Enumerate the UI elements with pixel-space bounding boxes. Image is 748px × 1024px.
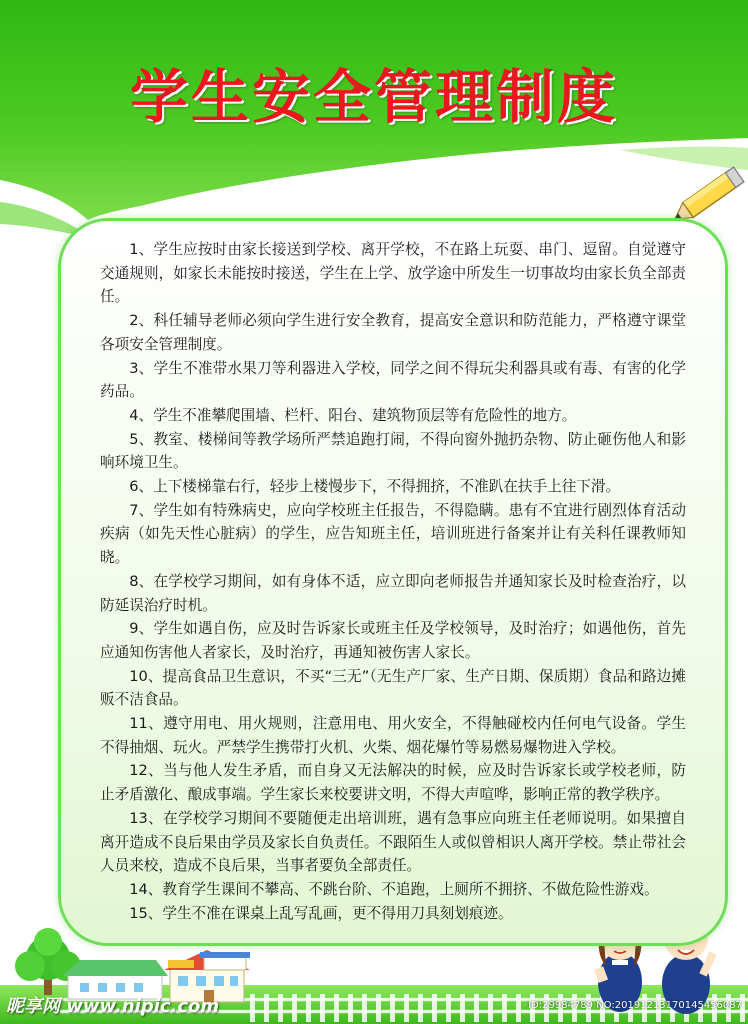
rule-item: 9、学生如遇自伤，应及时告诉家长或班主任及学校领导，及时治疗；如遇他伤，首先应通知伤害他人者家长，及时治疗，再通知被伤害人家长。 (100, 620, 686, 661)
fence-post (418, 994, 423, 1022)
rule-item: 15、学生不准在课桌上乱写乱画，更不得用刀具刻划痕迹。 (129, 904, 513, 922)
fence-post (432, 994, 437, 1022)
fence-post (460, 994, 465, 1022)
rule-item: 5、教室、楼梯间等教学场所严禁追跑打闹，不得向窗外抛扔杂物、防止砸伤他人和影响环境卫生。 (100, 430, 686, 472)
rule-item: 7、学生如有特殊病史，应向学校班主任报告，不得隐瞒。患有不宜进行剧烈体育活动疾病（如先天性心脏病）的学生，应告知班主任，培训班进行备案并让有关科任课教师知晓。 (100, 501, 686, 567)
rule-item: 3、学生不准带水果刀等利器进入学校，同学之间不得玩尖利器具或有毒、有害的化学药品。 (100, 359, 686, 401)
rule-item: 6、上下楼梯靠右行，轻步上楼慢步下，不得拥挤，不准趴在扶手上往下滑。 (129, 478, 621, 496)
rule-item: 4、学生不准攀爬围墙、栏杆、阳台、建筑物顶层等有危险性的地方。 (129, 406, 577, 424)
fence-post (376, 994, 381, 1022)
watermark-id: ID:29984789 NO:20191213170145456087 (528, 1000, 742, 1011)
rule-item: 1、学生应按时由家长接送到学校、离开学校，不在路上玩耍、串门、逗留。自觉遵守交通规则，如家长未能按时接送，学生在上学、放学途中所发生一切事故均由家长负全部责任。 (100, 241, 686, 306)
rule-item: 13、在学校学习期间不要随便走出培训班，遇有急事应向班主任老师说明。如果擅自离开造成不良后果由学员及家长自负责任。不跟陌生人或似曾相识人离开学校。禁止带社会人员来校，造成不良后果，当事者要负全部责任。 (100, 809, 686, 875)
fence-post (446, 994, 451, 1022)
fence-post (516, 994, 521, 1022)
watermark-site: 昵享网 www.nipic.com (6, 996, 220, 1017)
fence-post (334, 994, 339, 1022)
fence-post (390, 994, 395, 1022)
rule-item: 2、科任辅导老师必须向学生进行安全教育，提高安全意识和防范能力，严格遵守课堂各项安全管理制度。 (100, 312, 686, 353)
rule-item: 10、提高食品卫生意识，不买“三无”（无生产厂家、生产日期、保质期）食品和路边摊贩不洁食品。 (100, 667, 686, 709)
rule-item: 8、在学校学习期间，如有身体不适，应立即向老师报告并通知家长及时检查治疗，以防延误治疗时机。 (100, 572, 686, 614)
fence-post (474, 994, 479, 1022)
fence-post (488, 994, 493, 1022)
fence-post (292, 994, 297, 1022)
fence-post (362, 994, 367, 1022)
fence-post (306, 994, 311, 1022)
rule-item: 11、遵守用电、用火规则，注意用电、用火安全，不得触碰校内任何电气设备。学生不得抽烟、玩火。严禁学生携带打火机、火柴、烟花爆竹等易燃易爆物进入学校。 (100, 715, 686, 756)
fence-post (320, 994, 325, 1022)
fence-post (502, 994, 507, 1022)
rule-item: 14、教育学生课间不攀高、不跳台阶、不追跑，上厕所不拥挤、不做危险性游戏。 (129, 880, 659, 898)
fence-post (348, 994, 353, 1022)
fence-post (404, 994, 409, 1022)
fence-post (278, 994, 283, 1022)
page-title: 学生安全管理制度 (129, 63, 618, 131)
fence-post (250, 994, 255, 1022)
rule-item: 12、当与他人发生矛盾，而自身又无法解决的时候，应及时告诉家长或学校老师，防止矛盾激化、酿成事端。学生家长来校要讲文明，不得大声喧哗，影响正常的教学秩序。 (100, 762, 686, 804)
rules-list (100, 238, 686, 925)
fence-post (264, 994, 269, 1022)
